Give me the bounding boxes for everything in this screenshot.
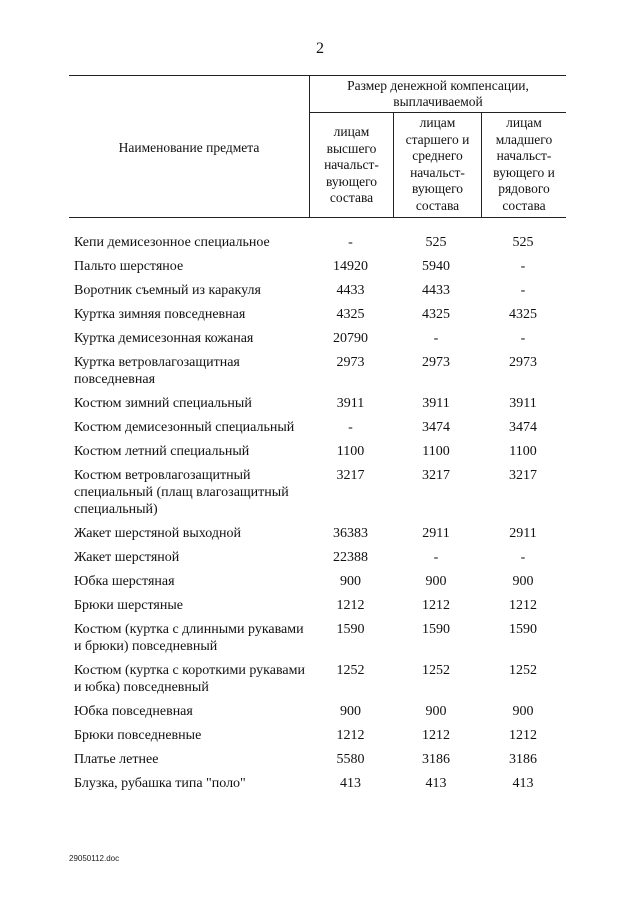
value-junior: 3186 (509, 752, 537, 767)
value-middle: 3474 (422, 420, 450, 435)
value-senior: 1100 (336, 444, 365, 459)
value-junior: - (520, 259, 526, 274)
header-compensation-group: Размер денежной компенсации, выплачиваемой (347, 78, 529, 109)
header-middle-command: лицам старшего и среднего начальст-вующего состава (393, 113, 481, 217)
item-name: Блузка, рубашка типа "поло" (74, 776, 246, 791)
value-middle: 3911 (422, 396, 450, 411)
table-row (69, 596, 566, 620)
value-junior: 900 (512, 574, 534, 589)
item-name: Кепи демисезонное специальное (74, 235, 270, 250)
value-middle: 900 (425, 574, 447, 589)
value-middle: - (433, 550, 439, 565)
value-middle: 1590 (422, 622, 450, 637)
value-senior: - (348, 235, 353, 250)
table-row (69, 233, 566, 257)
item-name: Платье летнее (74, 752, 159, 767)
table-row (69, 257, 566, 281)
value-senior: 4325 (336, 307, 365, 322)
value-junior: - (520, 331, 526, 346)
value-junior: 1590 (509, 622, 537, 637)
table-header (69, 75, 566, 218)
table-row (69, 774, 566, 798)
page-number: 2 (316, 40, 324, 57)
item-name: Воротник съемный из каракуля (74, 283, 261, 298)
value-senior: 20790 (333, 331, 368, 346)
value-senior: 900 (340, 574, 361, 589)
item-name: Юбка повседневная (74, 704, 193, 719)
value-senior: 1212 (336, 728, 365, 743)
table-row (69, 702, 566, 726)
item-name: Костюм зимний специальный (74, 396, 252, 411)
value-senior: 1212 (336, 598, 365, 613)
value-middle: 3217 (422, 468, 450, 483)
value-junior: 1212 (509, 598, 537, 613)
item-name: Костюм летний специальный (74, 444, 250, 459)
value-middle: 5940 (422, 259, 450, 274)
value-senior: 22388 (333, 550, 368, 565)
value-senior: 900 (340, 704, 361, 719)
item-name: Куртка зимняя повседневная (74, 307, 246, 322)
value-junior: 1212 (509, 728, 537, 743)
table-row (69, 572, 566, 596)
value-middle: 1212 (422, 598, 450, 613)
value-senior: 3911 (336, 396, 365, 411)
table-row (69, 418, 566, 442)
table-row (69, 661, 566, 702)
value-middle: 2973 (422, 355, 450, 370)
value-junior: 413 (512, 776, 534, 791)
value-middle: 3186 (422, 752, 450, 767)
table-row (69, 353, 566, 394)
item-name: Костюм (куртка с длинными рукавами и брюки) повседневный (74, 622, 304, 654)
value-middle: 2911 (422, 526, 450, 541)
value-junior: 1252 (509, 663, 537, 678)
item-name: Костюм демисезонный специальный (74, 420, 295, 435)
item-name: Брюки повседневные (74, 728, 202, 743)
value-junior: 2911 (509, 526, 537, 541)
value-junior: 3217 (509, 468, 537, 483)
table-row (69, 524, 566, 548)
table-row (69, 548, 566, 572)
item-name: Брюки шерстяные (74, 598, 183, 613)
table-body (69, 233, 566, 798)
item-name: Костюм (куртка с короткими рукавами и юбка) повседневный (74, 663, 305, 695)
value-middle: 1212 (422, 728, 450, 743)
value-senior: 5580 (336, 752, 365, 767)
value-middle: 900 (425, 704, 447, 719)
header-junior-rank: лицам младшего начальст-вующего и рядового состава (481, 113, 566, 217)
item-name: Костюм ветровлагозащитный специальный (плащ влагозащитный специальный) (74, 468, 289, 517)
value-middle: 4325 (422, 307, 450, 322)
item-name: Юбка шерстяная (74, 574, 175, 589)
value-senior: 36383 (333, 526, 368, 541)
item-name: Пальто шерстяное (74, 259, 184, 274)
value-senior: 1590 (336, 622, 365, 637)
value-senior: - (348, 420, 353, 435)
table-row (69, 329, 566, 353)
table-row (69, 620, 566, 661)
value-junior: 3474 (509, 420, 537, 435)
value-junior: 3911 (509, 396, 537, 411)
table-row (69, 466, 566, 524)
item-name: Жакет шерстяной (74, 550, 180, 565)
table-row (69, 442, 566, 466)
value-senior: 3217 (336, 468, 365, 483)
table-row (69, 750, 566, 774)
value-junior: 4325 (509, 307, 537, 322)
item-name: Жакет шерстяной выходной (74, 526, 241, 541)
value-middle: 1100 (422, 444, 450, 459)
value-junior: - (520, 550, 526, 565)
value-junior: - (520, 283, 526, 298)
value-senior: 14920 (333, 259, 368, 274)
value-junior: 2973 (509, 355, 537, 370)
value-middle: 4433 (422, 283, 450, 298)
value-senior: 413 (340, 776, 361, 791)
table-row (69, 281, 566, 305)
table-row (69, 305, 566, 329)
table-row (69, 726, 566, 750)
value-junior: 525 (512, 235, 534, 250)
table-row (69, 394, 566, 418)
value-junior: 900 (512, 704, 534, 719)
value-senior: 2973 (336, 355, 365, 370)
value-middle: 525 (425, 235, 447, 250)
item-name: Куртка демисезонная кожаная (74, 331, 254, 346)
header-item-name: Наименование предмета (118, 140, 260, 156)
value-middle: 1252 (422, 663, 450, 678)
compensation-table (69, 75, 566, 798)
item-name: Куртка ветровлагозащитная повседневная (74, 355, 240, 387)
header-senior-command: лицам высшего начальст-вующего состава (324, 124, 379, 205)
value-senior: 1252 (336, 663, 365, 678)
value-middle: 413 (425, 776, 447, 791)
file-name: 29050112.doc (69, 854, 120, 863)
value-senior: 4433 (336, 283, 365, 298)
value-middle: - (433, 331, 439, 346)
value-junior: 1100 (509, 444, 537, 459)
